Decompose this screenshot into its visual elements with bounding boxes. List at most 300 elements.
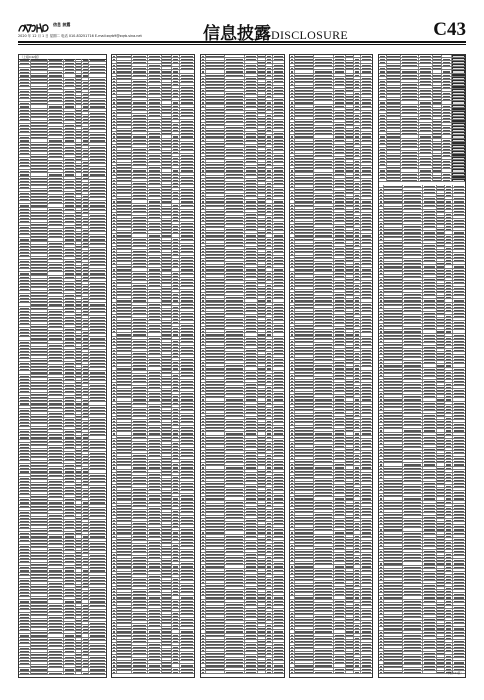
table-cell bbox=[48, 242, 64, 244]
table-cell bbox=[206, 194, 226, 196]
table-cell bbox=[19, 467, 31, 469]
table-cell bbox=[89, 115, 106, 117]
table-cell bbox=[206, 371, 226, 373]
table-cell bbox=[117, 231, 133, 233]
table-cell bbox=[225, 423, 245, 425]
table-cell bbox=[82, 112, 89, 114]
table-cell bbox=[148, 439, 162, 441]
table-cell bbox=[206, 204, 226, 206]
table-cell bbox=[245, 414, 258, 416]
table-cell bbox=[245, 402, 258, 404]
table-cell bbox=[245, 173, 258, 175]
table-cell bbox=[258, 371, 267, 373]
table-cell bbox=[225, 70, 245, 72]
table-cell bbox=[245, 191, 258, 193]
table-cell bbox=[266, 244, 273, 246]
table-cell bbox=[64, 136, 76, 138]
table-cell bbox=[64, 511, 76, 513]
table-cell bbox=[31, 409, 49, 411]
table-cell bbox=[258, 346, 267, 348]
table-cell bbox=[266, 145, 273, 147]
table-cell bbox=[64, 102, 76, 104]
table-cell bbox=[266, 253, 273, 255]
table-cell bbox=[117, 386, 133, 388]
table-cell bbox=[76, 582, 83, 584]
table-cell bbox=[31, 344, 49, 346]
table-cell bbox=[19, 158, 31, 160]
table-cell bbox=[117, 671, 133, 673]
table-cell bbox=[82, 344, 89, 346]
table-cell bbox=[148, 352, 162, 354]
table-cell bbox=[31, 68, 49, 70]
table-cell bbox=[172, 281, 180, 283]
table-cell bbox=[82, 167, 89, 169]
table-cell bbox=[258, 386, 267, 388]
table-cell bbox=[117, 145, 133, 147]
table-cell bbox=[162, 253, 173, 255]
table-cell bbox=[206, 355, 226, 357]
table-cell bbox=[31, 316, 49, 318]
table-cell bbox=[76, 486, 83, 488]
table-cell bbox=[19, 616, 31, 618]
table-cell bbox=[172, 432, 180, 434]
table-cell bbox=[206, 352, 226, 354]
table-cell bbox=[132, 627, 148, 629]
table-cell bbox=[89, 288, 106, 290]
table-cell bbox=[48, 631, 64, 633]
table-cell bbox=[76, 189, 83, 191]
table-cell bbox=[76, 458, 83, 460]
table-cell bbox=[162, 519, 173, 521]
table-cell bbox=[89, 508, 106, 510]
table-cell bbox=[89, 272, 106, 274]
table-cell bbox=[64, 285, 76, 287]
table-cell bbox=[48, 600, 64, 602]
table-cell bbox=[31, 307, 49, 309]
table-cell bbox=[31, 545, 49, 547]
table-cell bbox=[82, 192, 89, 194]
table-cell bbox=[132, 358, 148, 360]
table-cell bbox=[258, 210, 267, 212]
table-cell bbox=[64, 508, 76, 510]
table-cell bbox=[82, 158, 89, 160]
table-cell bbox=[266, 457, 273, 459]
table-cell bbox=[258, 234, 267, 236]
table-cell bbox=[117, 652, 133, 654]
table-cell bbox=[180, 352, 194, 354]
table-cell bbox=[89, 585, 106, 587]
table-cell bbox=[31, 84, 49, 86]
table-cell bbox=[76, 93, 83, 95]
table-cell bbox=[162, 535, 173, 537]
table-cell bbox=[162, 117, 173, 119]
table-cell bbox=[48, 201, 64, 203]
table-cell bbox=[258, 123, 267, 125]
table-cell bbox=[266, 241, 273, 243]
table-cell bbox=[64, 520, 76, 522]
table-cell bbox=[148, 173, 162, 175]
table-cell bbox=[148, 661, 162, 663]
table-cell bbox=[82, 74, 89, 76]
table-cell bbox=[76, 597, 83, 599]
table-cell bbox=[172, 578, 180, 580]
table-cell bbox=[266, 247, 273, 249]
table-cell bbox=[225, 426, 245, 428]
table-cell bbox=[132, 182, 148, 184]
table-cell bbox=[19, 415, 31, 417]
table-cell bbox=[19, 440, 31, 442]
table-cell bbox=[117, 61, 133, 63]
table-cell bbox=[31, 102, 49, 104]
table-cell bbox=[64, 483, 76, 485]
table-cell bbox=[132, 225, 148, 227]
table-cell bbox=[266, 454, 273, 456]
table-cell bbox=[48, 359, 64, 361]
table-cell bbox=[89, 74, 106, 76]
table-cell bbox=[82, 539, 89, 541]
table-cell bbox=[117, 637, 133, 639]
table-cell bbox=[273, 98, 284, 100]
table-cell bbox=[31, 433, 49, 435]
table-cell bbox=[245, 340, 258, 342]
table-cell bbox=[245, 278, 258, 280]
table-cell bbox=[82, 161, 89, 163]
table-cell bbox=[172, 627, 180, 629]
table-cell bbox=[31, 443, 49, 445]
table-cell bbox=[76, 402, 83, 404]
table-cell bbox=[31, 427, 49, 429]
table-cell bbox=[89, 232, 106, 234]
table-cell bbox=[48, 619, 64, 621]
table-cell bbox=[225, 303, 245, 305]
table-cell bbox=[225, 247, 245, 249]
table-cell bbox=[266, 173, 273, 175]
table-cell bbox=[31, 384, 49, 386]
table-cell bbox=[273, 176, 284, 178]
table-cell bbox=[89, 440, 106, 442]
table-cell bbox=[273, 148, 284, 150]
table-cell bbox=[180, 386, 194, 388]
table-cell bbox=[76, 535, 83, 537]
table-cell bbox=[225, 315, 245, 317]
table-cell bbox=[48, 406, 64, 408]
table-cell bbox=[245, 213, 258, 215]
table-cell bbox=[258, 281, 267, 283]
table-cell bbox=[31, 412, 49, 414]
table-cell bbox=[273, 247, 284, 249]
table-cell bbox=[89, 365, 106, 367]
table-cell bbox=[82, 619, 89, 621]
table-cell bbox=[266, 166, 273, 168]
table-cell bbox=[31, 672, 49, 674]
table-cell bbox=[148, 272, 162, 274]
table-cell bbox=[117, 200, 133, 202]
table-cell bbox=[31, 211, 49, 213]
table-cell bbox=[76, 65, 83, 67]
table-cell bbox=[76, 365, 83, 367]
table-cell bbox=[64, 668, 76, 670]
table-cell bbox=[206, 414, 226, 416]
table-cell bbox=[48, 461, 64, 463]
table-cell bbox=[180, 98, 194, 100]
table-cell bbox=[258, 182, 267, 184]
table-cell bbox=[162, 479, 173, 481]
table-cell bbox=[148, 587, 162, 589]
table-cell bbox=[82, 102, 89, 104]
table-cell bbox=[172, 470, 180, 472]
table-cell bbox=[180, 169, 194, 171]
table-cell bbox=[180, 343, 194, 345]
table-cell bbox=[148, 132, 162, 134]
table-cell bbox=[64, 371, 76, 373]
table-cell bbox=[89, 566, 106, 568]
table-cell bbox=[64, 563, 76, 565]
table-cell bbox=[148, 55, 162, 57]
table-cell bbox=[172, 553, 180, 555]
table-cell bbox=[19, 579, 31, 581]
table-cell bbox=[273, 432, 284, 434]
table-cell bbox=[258, 442, 267, 444]
table-cell bbox=[89, 378, 106, 380]
table-cell bbox=[148, 191, 162, 193]
table-cell bbox=[132, 497, 148, 499]
table-cell bbox=[258, 432, 267, 434]
table-cell bbox=[206, 55, 226, 57]
table-cell bbox=[48, 316, 64, 318]
table-cell bbox=[76, 186, 83, 188]
table-cell bbox=[148, 259, 162, 261]
table-cell bbox=[48, 545, 64, 547]
table-cell bbox=[266, 213, 273, 215]
table-cell bbox=[180, 501, 194, 503]
table-cell bbox=[31, 421, 49, 423]
table-cell bbox=[172, 395, 180, 397]
table-cell bbox=[132, 519, 148, 521]
table-cell bbox=[48, 167, 64, 169]
table-cell bbox=[64, 672, 76, 674]
table-cell bbox=[89, 99, 106, 101]
table-cell bbox=[162, 346, 173, 348]
table-cell bbox=[89, 554, 106, 556]
table-cell bbox=[64, 446, 76, 448]
table-cell bbox=[64, 470, 76, 472]
table-cell bbox=[82, 576, 89, 578]
table-cell bbox=[172, 77, 180, 79]
table-cell bbox=[273, 411, 284, 413]
table-cell bbox=[225, 278, 245, 280]
table-cell bbox=[82, 279, 89, 281]
table-cell bbox=[258, 108, 267, 110]
table-cell bbox=[19, 272, 31, 274]
table-cell bbox=[19, 220, 31, 222]
table-cell bbox=[76, 545, 83, 547]
table-cell bbox=[258, 216, 267, 218]
table-cell bbox=[132, 352, 148, 354]
table-cell bbox=[162, 609, 173, 611]
table-cell bbox=[31, 365, 49, 367]
table-cell bbox=[172, 312, 180, 314]
table-cell bbox=[225, 448, 245, 450]
table-cell bbox=[89, 81, 106, 83]
table-cell bbox=[206, 377, 226, 379]
table-cell bbox=[148, 593, 162, 595]
table-cell bbox=[132, 476, 148, 478]
table-cell bbox=[148, 185, 162, 187]
table-cell bbox=[31, 347, 49, 349]
table-cell bbox=[148, 349, 162, 351]
table-cell bbox=[258, 352, 267, 354]
table-cell bbox=[162, 114, 173, 116]
table-cell bbox=[148, 535, 162, 537]
table-cell bbox=[258, 64, 267, 66]
table-cell bbox=[132, 287, 148, 289]
table-cell bbox=[148, 321, 162, 323]
table-cell bbox=[162, 590, 173, 592]
table-cell bbox=[180, 491, 194, 493]
table-cell bbox=[82, 260, 89, 262]
table-cell bbox=[89, 84, 106, 86]
table-cell bbox=[148, 142, 162, 144]
table-cell bbox=[19, 198, 31, 200]
table-cell bbox=[89, 214, 106, 216]
table-cell bbox=[148, 278, 162, 280]
table-cell bbox=[19, 214, 31, 216]
table-cell bbox=[48, 409, 64, 411]
table-cell bbox=[266, 108, 273, 110]
table-cell bbox=[19, 118, 31, 120]
table-cell bbox=[82, 470, 89, 472]
table-cell bbox=[76, 474, 83, 476]
table-cell bbox=[225, 182, 245, 184]
table-cell bbox=[206, 268, 226, 270]
table-cell bbox=[117, 550, 133, 552]
table-cell bbox=[19, 105, 31, 107]
table-cell bbox=[31, 452, 49, 454]
table-cell bbox=[19, 208, 31, 210]
table-cell bbox=[245, 157, 258, 159]
table-cell bbox=[148, 476, 162, 478]
table-cell bbox=[172, 525, 180, 527]
table-cell bbox=[245, 395, 258, 397]
table-cell bbox=[273, 89, 284, 91]
table-cell bbox=[258, 225, 267, 227]
table-cell bbox=[76, 242, 83, 244]
table-cell bbox=[132, 556, 148, 558]
table-cell bbox=[19, 359, 31, 361]
table-cell bbox=[162, 337, 173, 339]
table-cell bbox=[89, 672, 106, 674]
table-cell bbox=[76, 381, 83, 383]
table-cell bbox=[31, 625, 49, 627]
table-cell bbox=[64, 96, 76, 98]
table-cell bbox=[180, 231, 194, 233]
table-cell bbox=[172, 658, 180, 660]
table-cell bbox=[132, 581, 148, 583]
table-cell bbox=[206, 111, 226, 113]
table-cell bbox=[31, 65, 49, 67]
table-cell bbox=[82, 307, 89, 309]
table-cell bbox=[258, 132, 267, 134]
table-cell bbox=[19, 242, 31, 244]
table-cell bbox=[48, 511, 64, 513]
table-cell bbox=[82, 644, 89, 646]
table-cell bbox=[162, 565, 173, 567]
table-cell bbox=[266, 262, 273, 264]
table-cell bbox=[225, 281, 245, 283]
table-cell bbox=[266, 426, 273, 428]
table-cell bbox=[76, 109, 83, 111]
table-cell bbox=[82, 424, 89, 426]
table-cell bbox=[266, 432, 273, 434]
table-cell bbox=[19, 316, 31, 318]
table-cell bbox=[117, 473, 133, 475]
table-cell bbox=[162, 309, 173, 311]
table-cell bbox=[172, 565, 180, 567]
table-cell bbox=[180, 565, 194, 567]
table-cell bbox=[266, 463, 273, 465]
table-cell bbox=[48, 569, 64, 571]
table-cell bbox=[89, 62, 106, 64]
table-cell bbox=[245, 364, 258, 366]
table-cell bbox=[48, 285, 64, 287]
table-cell bbox=[172, 442, 180, 444]
table-cell bbox=[76, 412, 83, 414]
table-cell bbox=[48, 155, 64, 157]
table-cell bbox=[89, 576, 106, 578]
table-cell bbox=[19, 449, 31, 451]
table-cell bbox=[273, 231, 284, 233]
table-cell bbox=[31, 526, 49, 528]
table-cell bbox=[172, 265, 180, 267]
table-cell bbox=[245, 154, 258, 156]
table-cell bbox=[258, 238, 267, 240]
table-cell bbox=[19, 319, 31, 321]
table-cell bbox=[89, 551, 106, 553]
table-cell bbox=[31, 588, 49, 590]
table-cell bbox=[258, 423, 267, 425]
table-cell bbox=[180, 417, 194, 419]
table-cell bbox=[76, 641, 83, 643]
table-cell bbox=[132, 312, 148, 314]
table-cell bbox=[172, 383, 180, 385]
table-cell bbox=[172, 664, 180, 666]
table-cell bbox=[64, 387, 76, 389]
table-cell bbox=[172, 129, 180, 131]
table-cell bbox=[162, 74, 173, 76]
table-cell bbox=[31, 266, 49, 268]
table-cell bbox=[76, 344, 83, 346]
table-cell bbox=[132, 513, 148, 515]
table-cell bbox=[206, 293, 226, 295]
table-cell bbox=[273, 383, 284, 385]
table-cell bbox=[82, 99, 89, 101]
table-cell bbox=[273, 188, 284, 190]
table-cell bbox=[273, 287, 284, 289]
table-cell bbox=[172, 284, 180, 286]
table-cell bbox=[48, 198, 64, 200]
table-cell bbox=[172, 671, 180, 673]
table-cell bbox=[245, 275, 258, 277]
table-cell bbox=[19, 427, 31, 429]
table-cell bbox=[132, 120, 148, 122]
table-cell bbox=[180, 361, 194, 363]
table-cell bbox=[76, 90, 83, 92]
table-cell bbox=[31, 582, 49, 584]
table-cell bbox=[19, 406, 31, 408]
table-cell bbox=[172, 287, 180, 289]
table-cell bbox=[148, 120, 162, 122]
table-cell bbox=[273, 160, 284, 162]
